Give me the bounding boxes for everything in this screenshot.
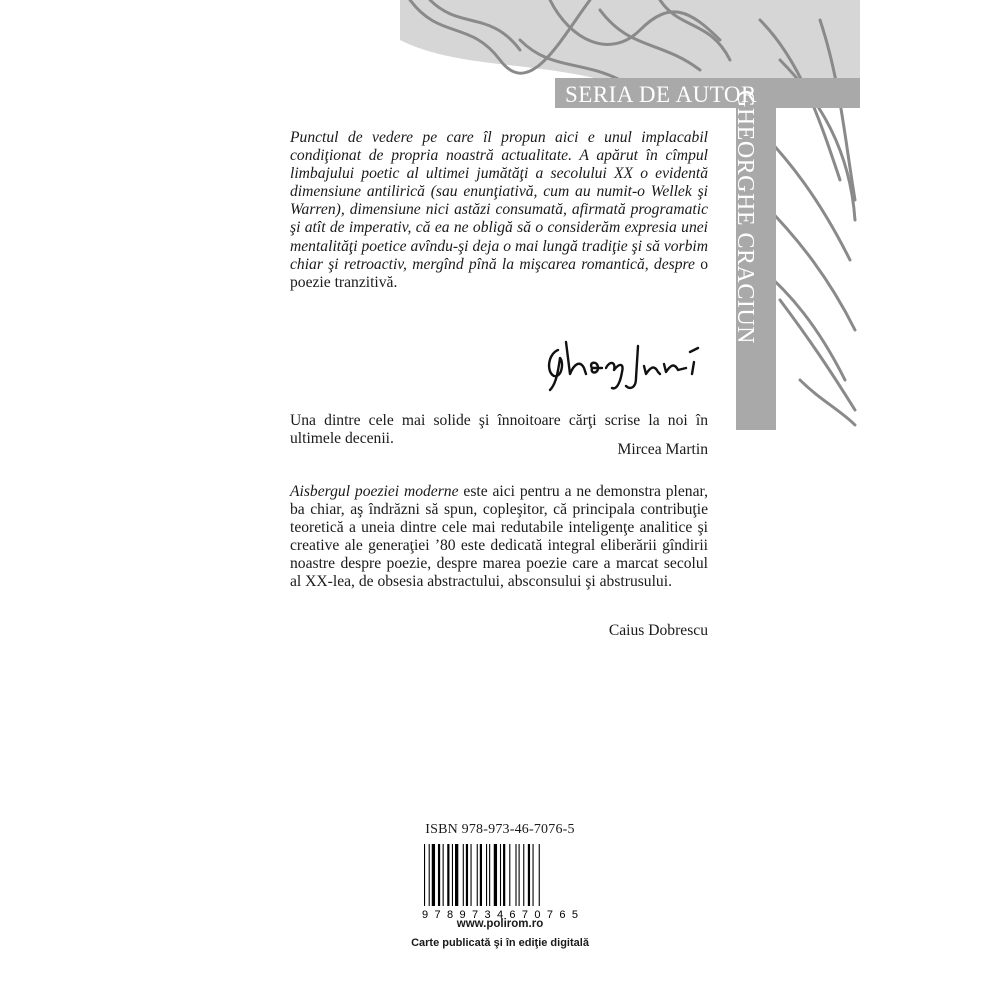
review-author-mircea-martin: Mircea Martin <box>617 441 708 458</box>
author-quote-upright: o poezie tranzitivă. <box>290 255 708 291</box>
isbn-barcode <box>418 840 582 920</box>
author-name-text: GHEORGHE CRACIUN <box>732 90 758 344</box>
isbn-label: ISBN 978-973-46-7076-5 <box>425 822 575 837</box>
digital-edition-note: Carte publicată şi în ediţie digitală <box>411 937 589 949</box>
review-caius-dobrescu <box>290 483 708 592</box>
review-caius-dobrescu-text: este aici pentru a ne demonstra plenar, ba chiar, aş îndrăzni să spun, copleşitor, că principala contribuţie teoretică a uneia dintre cele mai redutabile inteligenţe analitice şi creative ale generaţiei ’80 este dedicată integral eliberării gîndirii noastre despre poezie, despre marea poezie care a marcat secolul al XX-lea, de obsesia abstractului, absconsului şi abstrusului. <box>290 483 708 591</box>
review-mircea-martin: Una dintre cele mai solide şi înnoitoare cărţi scrise la noi în ultimele decenii. <box>290 412 708 448</box>
review-author-caius-dobrescu: Caius Dobrescu <box>608 622 708 639</box>
publisher-website: www.polirom.ro <box>456 918 544 930</box>
author-quote-italic: Punctul de vedere pe care îl propun aici e unul implacabil condiţionat de propria noastră actualitate. A apărut în cîmpul limbajului poetic al ultimei jumătăţi a secolului XX o evidentă dimensiune antilirică (sau enunţiativă, cum au numit-o Wellek şi Warren), dimensiune nici astăzi consumată, afirmată programatic şi atît de imperativ, că ea ne obligă să o considerăm expresia unei mentalităţi poetice avîndu-şi deja o mai lungă tradiţie şi să vorbim chiar şi retroactiv, mergînd pînă la mişcarea romantică, despre <box>290 129 708 273</box>
book-title-italic: Aisbergul poeziei moderne <box>290 483 459 500</box>
author-quote <box>290 129 708 292</box>
author-signature <box>540 332 710 392</box>
author-name-vertical <box>732 90 778 430</box>
barcode-digits: 9789734670765 <box>422 909 578 920</box>
series-label: SERIA DE AUTOR <box>565 82 757 107</box>
